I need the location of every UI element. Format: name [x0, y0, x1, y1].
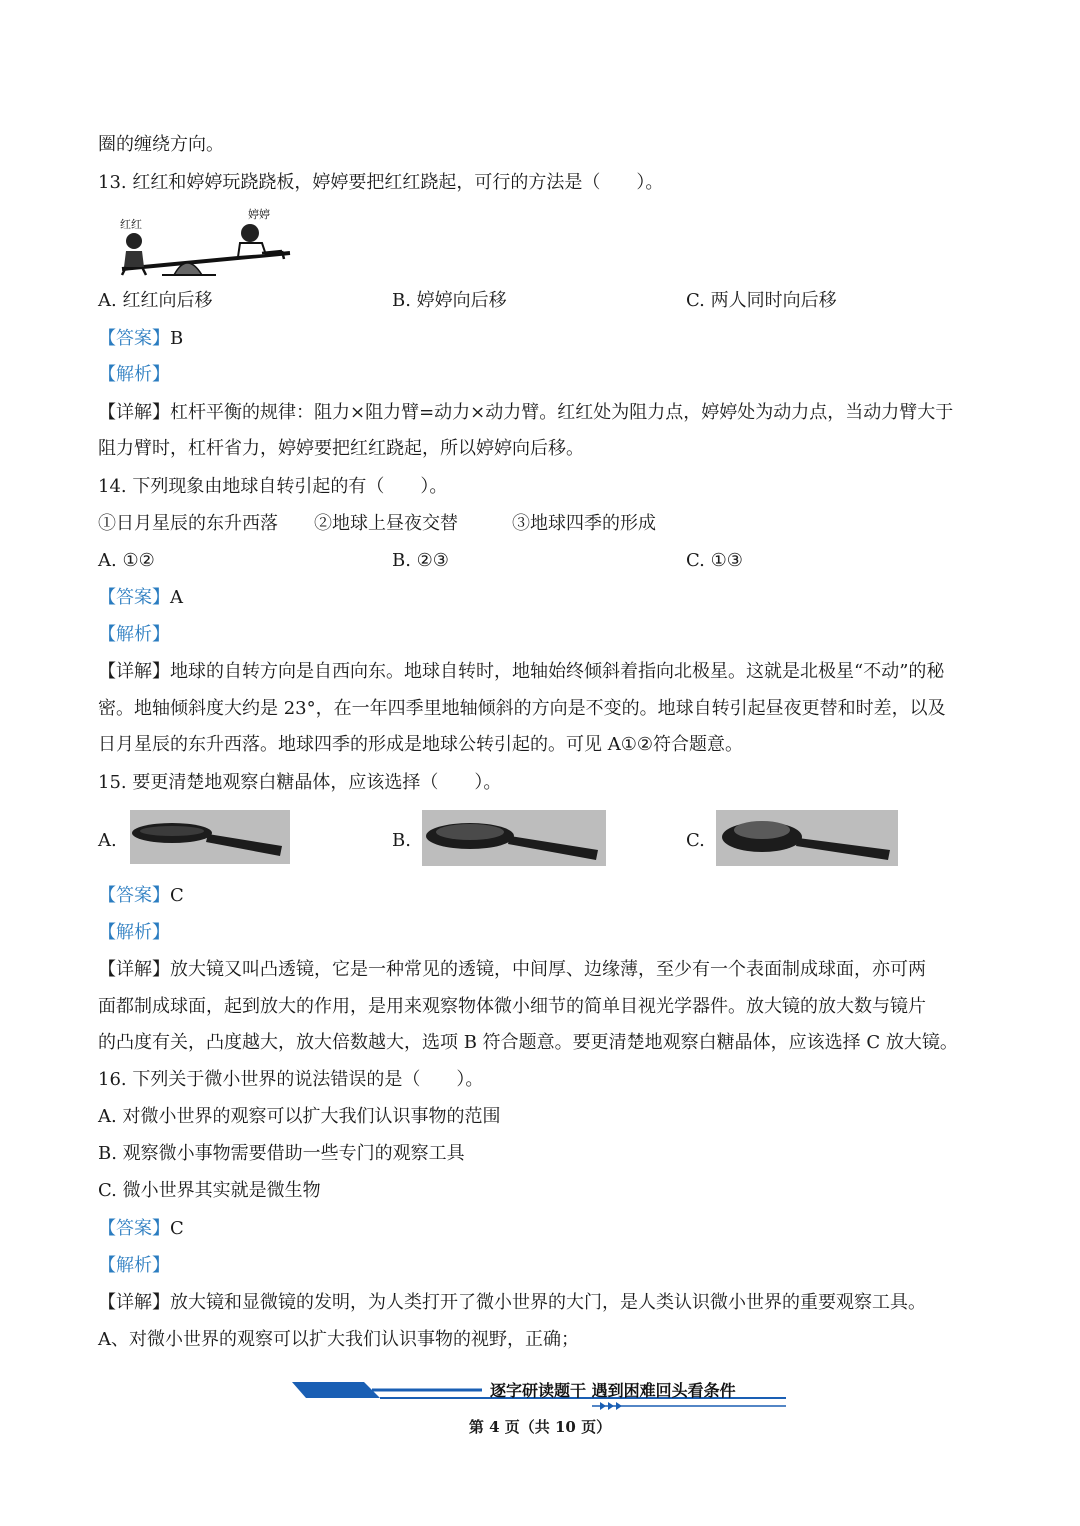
detail-tag: 【详解】: [98, 661, 170, 682]
magnifier-b-image: [422, 810, 606, 866]
q16-option-a: A. 对微小世界的观察可以扩大我们认识事物的范围: [98, 1106, 501, 1127]
q15-detail-3: 的凸度有关，凸度越大，放大倍数越大，选项 B 符合题意。要更清楚地观察白糖晶体，应该选择 C 放大镜。: [98, 1032, 958, 1053]
answer-tag: 【答案】: [98, 587, 170, 608]
q16-detail-1: [98, 1292, 926, 1314]
question-16: 16. 下列关于微小世界的说法错误的是（ ）。: [98, 1069, 484, 1090]
q13-answer: [98, 328, 183, 350]
answer-tag: 【答案】: [98, 328, 170, 349]
q14-analysis-tag: 【解析】: [98, 624, 170, 645]
detail-tag: 【详解】: [98, 959, 170, 980]
q13-detail-1: [98, 402, 953, 424]
q15-option-b: B.: [392, 830, 411, 851]
q14-items: ①日月星辰的东升西落 ②地球上昼夜交替 ③地球四季的形成: [98, 513, 656, 534]
answer-value: C: [170, 1218, 184, 1239]
detail-text: 放大镜又叫凸透镜，它是一种常见的透镜，中间厚、边缘薄，至少有一个表面制成球面，亦可两: [170, 959, 926, 980]
page-number: 第 4 页（共 10 页）: [468, 1418, 612, 1436]
figure-label-right: 婷婷: [248, 208, 270, 221]
q16-analysis-tag: 【解析】: [98, 1255, 170, 1276]
question-13: 13. 红红和婷婷玩跷跷板，婷婷要把红红跷起，可行的方法是（ ）。: [98, 172, 664, 193]
detail-tag: 【详解】: [98, 1292, 170, 1313]
q14-answer: [98, 587, 183, 609]
q13-option-a: A. 红红向后移: [98, 290, 213, 311]
magnifier-c-image: [716, 810, 898, 866]
answer-value: C: [170, 885, 184, 906]
detail-tag: 【详解】: [98, 402, 170, 423]
detail-text: 杠杆平衡的规律：阻力×阻力臂=动力×动力臂。红红处为阻力点，婷婷处为动力点，当动力臂大于: [170, 402, 954, 423]
q14-option-a: A. ①②: [98, 550, 155, 571]
q15-option-c: C.: [686, 830, 705, 851]
q16-option-c: C. 微小世界其实就是微生物: [98, 1180, 321, 1201]
answer-tag: 【答案】: [98, 885, 170, 906]
q13-option-b: B. 婷婷向后移: [392, 290, 507, 311]
q15-option-a: A.: [98, 830, 117, 851]
q14-option-c: C. ①③: [686, 550, 743, 571]
seesaw-figure: [112, 207, 294, 279]
q13-detail-2: 阻力臂时，杠杆省力，婷婷要把红红跷起，所以婷婷向后移。: [98, 438, 584, 459]
q16-answer: [98, 1218, 184, 1240]
q14-detail-2: 密。地轴倾斜度大约是 23°，在一年四季里地轴倾斜的方向是不变的。地球自转引起昼夜更替和时差，以及: [98, 698, 946, 719]
text-line: 圈的缠绕方向。: [98, 134, 224, 155]
q15-analysis-tag: 【解析】: [98, 922, 170, 943]
detail-text: 地球的自转方向是自西向东。地球自转时，地轴始终倾斜着指向北极星。这就是北极星“不动”的秘: [170, 661, 945, 682]
answer-value: A: [170, 587, 183, 608]
q13-option-c: C. 两人同时向后移: [686, 290, 837, 311]
q14-option-b: B. ②③: [392, 550, 449, 571]
question-15: 15. 要更清楚地观察白糖晶体，应该选择（ ）。: [98, 772, 502, 793]
q15-detail-2: 面都制成球面，起到放大的作用，是用来观察物体微小细节的简单目视光学器件。放大镜的放大数与镜片: [98, 996, 926, 1017]
q14-detail-1: [98, 661, 944, 683]
q15-answer: [98, 885, 184, 907]
figure-label-left: 红红: [120, 218, 142, 231]
answer-tag: 【答案】: [98, 1218, 170, 1239]
detail-text: 放大镜和显微镜的发明，为人类打开了微小世界的大门，是人类认识微小世界的重要观察工具。: [170, 1292, 926, 1313]
q15-detail-1: [98, 959, 926, 981]
q14-detail-3: 日月星辰的东升西落。地球四季的形成是地球公转引起的。可见 A①②符合题意。: [98, 734, 743, 755]
magnifier-a-image: [130, 810, 290, 864]
answer-value: B: [170, 328, 184, 349]
footer-slogan: 逐字研读题干 遇到困难回头看条件: [490, 1381, 736, 1400]
q16-option-b: B. 观察微小事物需要借助一些专门的观察工具: [98, 1143, 465, 1164]
q16-detail-2: A、对微小世界的观察可以扩大我们认识事物的视野，正确；: [98, 1329, 579, 1350]
q13-analysis-tag: 【解析】: [98, 364, 170, 385]
question-14: 14. 下列现象由地球自转引起的有（ ）。: [98, 476, 448, 497]
